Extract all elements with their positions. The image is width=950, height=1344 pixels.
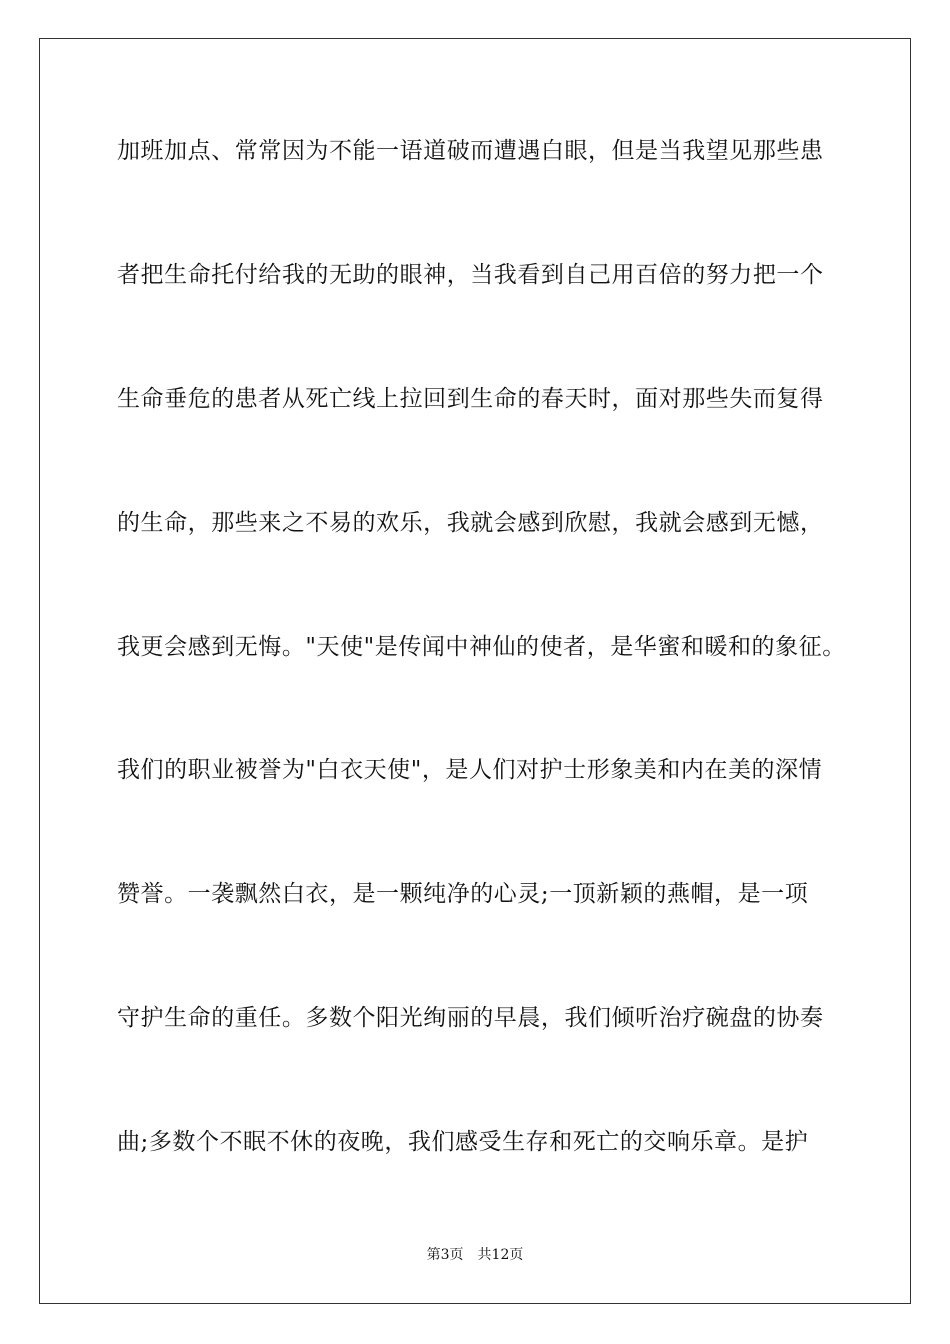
text-line-8: 守护生命的重任。多数个阳光绚丽的早晨，我们倾听治疗碗盘的协奏: [117, 1005, 824, 1031]
text-line-1: 加班加点、常常因为不能一语道破而遭遇白眼，但是当我望见那些患: [117, 138, 824, 164]
page-total: 共12页: [477, 1247, 524, 1263]
page-number: 第3页: [426, 1247, 464, 1263]
text-line-5: 我更会感到无悔。"天使"是传闻中神仙的使者，是华蜜和暖和的象征。: [117, 634, 846, 660]
page-border: [39, 38, 911, 1304]
text-line-4: 的生命，那些来之不易的欢乐，我就会感到欣慰，我就会感到无憾，: [117, 510, 824, 536]
text-line-7: 赞誉。一袭飘然白衣，是一颗纯净的心灵;一顶新颖的燕帽，是一项: [117, 881, 809, 907]
text-line-3: 生命垂危的患者从死亡线上拉回到生命的春天时，面对那些失而复得: [117, 386, 824, 412]
text-line-9: 曲;多数个不眠不休的夜晚，我们感受生存和死亡的交响乐章。是护: [117, 1129, 809, 1155]
page-footer: [0, 1246, 950, 1264]
text-line-2: 者把生命托付给我的无助的眼神，当我看到自己用百倍的努力把一个: [117, 262, 824, 288]
text-line-6: 我们的职业被誉为"白衣天使"，是人们对护士形象美和内在美的深情: [117, 757, 823, 783]
